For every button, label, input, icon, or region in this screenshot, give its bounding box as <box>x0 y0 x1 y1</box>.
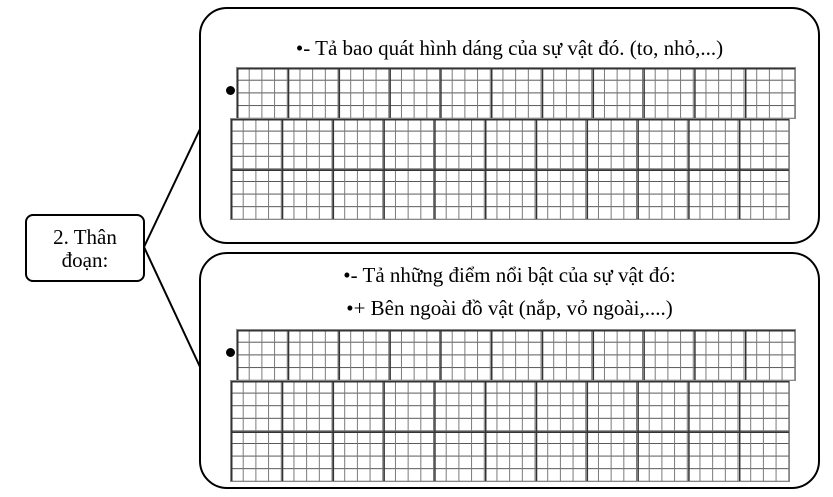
center-node-line1: 2. Thân <box>53 225 117 249</box>
connector-bottom <box>144 247 201 369</box>
bottom-box-heading-2: •+ Bên ngoài đồ vật (nắp, vỏ ngoài,....) <box>346 296 673 320</box>
writing-grid-top-row[interactable] <box>236 329 796 381</box>
top-box-heading: •- Tả bao quát hình dáng của sự vật đó. (to, nhỏ,...) <box>295 36 724 60</box>
center-node <box>25 214 145 282</box>
connector-top <box>144 127 201 247</box>
center-node-line2: đoạn: <box>61 248 109 272</box>
bullet-icon <box>226 348 235 357</box>
writing-grid-lower-rows[interactable] <box>230 380 790 482</box>
bullet-icon <box>226 86 235 95</box>
bottom-box-heading-1: •- Tả những điểm nổi bật của sự vật đó: <box>343 263 676 287</box>
writing-grid-lower-rows[interactable] <box>230 118 790 220</box>
writing-grid-top-row[interactable] <box>236 67 796 119</box>
